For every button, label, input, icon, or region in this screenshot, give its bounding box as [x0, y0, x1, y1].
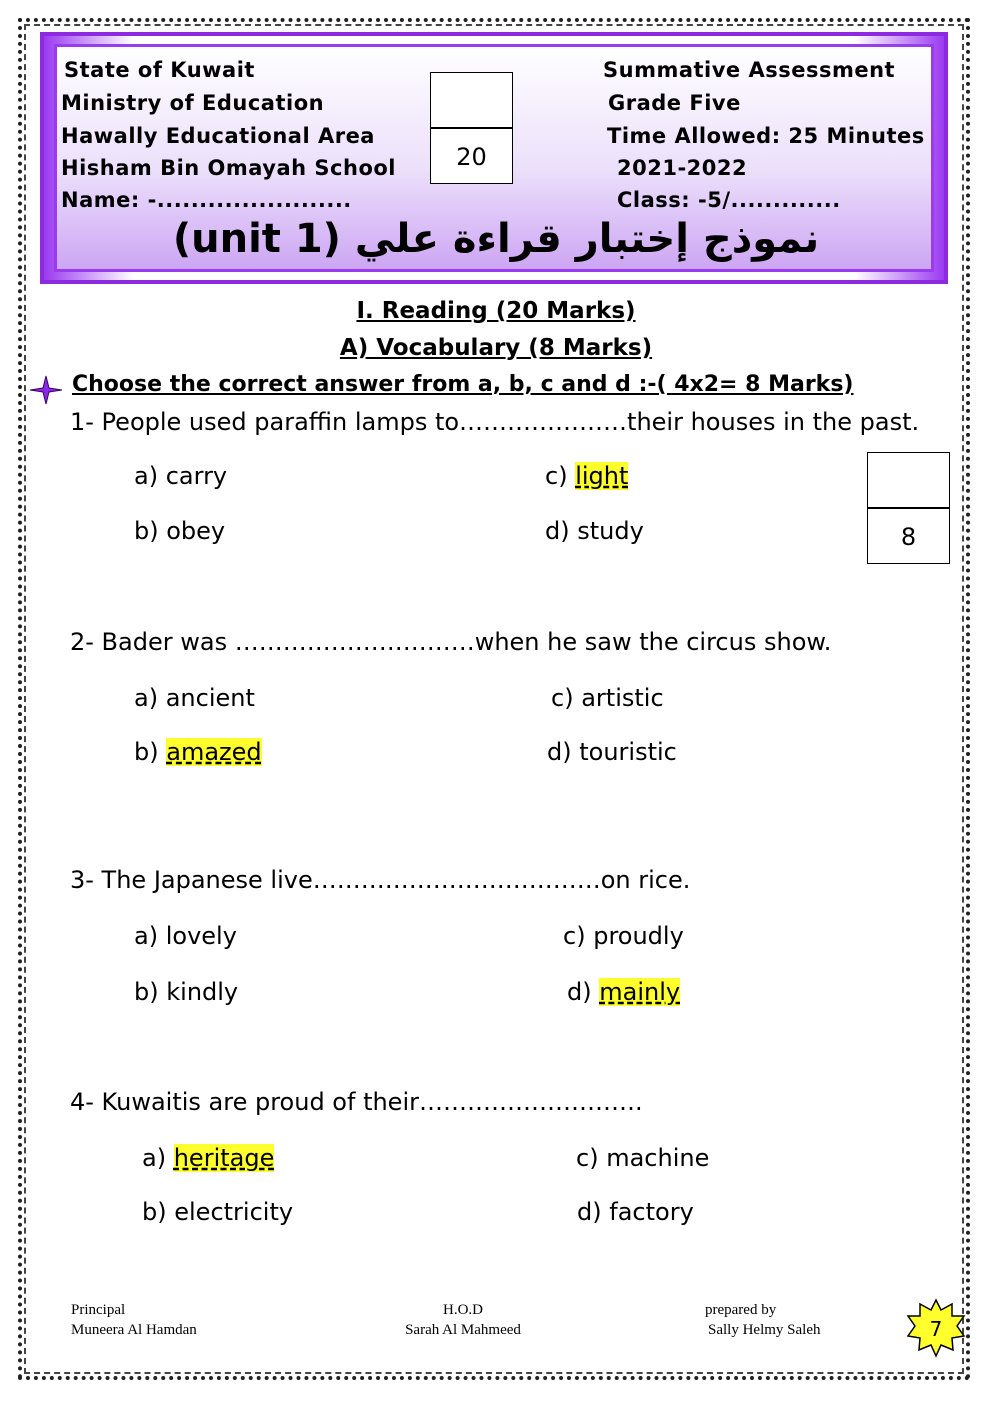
q3-option-a[interactable]: [134, 922, 237, 950]
option-label: a): [134, 684, 159, 712]
footer-hod: [398, 1300, 528, 1340]
option-label: c): [545, 462, 568, 490]
option-text: carry: [165, 462, 228, 490]
sparkle-icon: [28, 374, 64, 406]
option-text-highlighted: light: [575, 462, 629, 490]
q4-option-c[interactable]: [576, 1144, 709, 1172]
total-score: 20: [456, 143, 487, 171]
page-number-badge: [906, 1298, 966, 1358]
option-text: electricity: [174, 1198, 294, 1226]
section-heading: I. Reading (20 Marks): [356, 298, 636, 324]
header-year: 2021-2022: [617, 156, 748, 180]
total-score-box[interactable]: [430, 72, 513, 184]
option-label: a): [134, 462, 159, 490]
option-text-highlighted: mainly: [599, 978, 681, 1006]
header-grade: Grade Five: [608, 91, 741, 115]
option-text: lovely: [165, 922, 237, 950]
q1-option-c[interactable]: [545, 462, 628, 490]
option-text: factory: [609, 1198, 694, 1226]
q2-option-d[interactable]: [547, 738, 677, 766]
prepared-title: prepared by: [705, 1302, 777, 1318]
q3-option-c[interactable]: [563, 922, 684, 950]
option-label: b): [134, 517, 159, 545]
option-text: ancient: [165, 684, 255, 712]
option-text: proudly: [593, 922, 684, 950]
q4-option-b[interactable]: [142, 1198, 293, 1226]
question-3: 3- The Japanese live………………………………on rice.: [70, 866, 691, 894]
option-label: d): [577, 1198, 602, 1226]
q3-option-b[interactable]: [134, 978, 238, 1006]
option-label: b): [134, 978, 159, 1006]
q1-option-b[interactable]: [134, 517, 225, 545]
option-label: d): [547, 738, 572, 766]
option-label: c): [576, 1144, 599, 1172]
option-label: b): [134, 738, 159, 766]
vocab-score: 8: [900, 523, 917, 551]
option-text-highlighted: amazed: [166, 738, 262, 766]
section-subheading: A) Vocabulary (8 Marks): [339, 335, 653, 361]
option-label: c): [551, 684, 574, 712]
q1-option-d[interactable]: [545, 517, 644, 545]
q4-option-a[interactable]: [142, 1144, 274, 1172]
option-label: d): [545, 517, 570, 545]
header-area: Hawally Educational Area: [61, 124, 375, 148]
footer-principal: [71, 1300, 197, 1340]
q2-option-a[interactable]: [134, 684, 255, 712]
option-text: artistic: [581, 684, 664, 712]
score-divider: [431, 127, 512, 129]
option-label: c): [563, 922, 586, 950]
prepared-name: Sally Helmy Saleh: [708, 1322, 821, 1338]
q2-option-b[interactable]: [134, 738, 262, 766]
hod-name: Sarah Al Mahmeed: [405, 1322, 521, 1338]
q4-option-d[interactable]: [577, 1198, 694, 1226]
header-state: State of Kuwait: [64, 58, 255, 82]
option-label: a): [142, 1144, 167, 1172]
vocab-score-box[interactable]: [867, 452, 950, 564]
hod-title: H.O.D: [443, 1302, 483, 1318]
header-time: Time Allowed: 25 Minutes: [607, 124, 925, 148]
question-1: 1- People used paraffin lamps to…………………their houses in the past.: [70, 408, 920, 436]
question-4: 4- Kuwaitis are proud of their……………………….: [70, 1088, 643, 1116]
option-text: obey: [166, 517, 226, 545]
score-divider: [868, 507, 949, 509]
question-2: 2- Bader was …………………………when he saw the circus show.: [70, 628, 832, 656]
header-name-field[interactable]: Name: -.......................: [61, 188, 352, 212]
header-ministry: Ministry of Education: [61, 91, 325, 115]
header-school: Hisham Bin Omayah School: [61, 156, 397, 180]
principal-title: Principal: [71, 1302, 126, 1318]
option-text: study: [577, 517, 644, 545]
q2-option-c[interactable]: [551, 684, 664, 712]
q3-option-d[interactable]: [567, 978, 680, 1006]
exam-title: نموذج إختبار قراءة علي (unit 1): [172, 216, 820, 262]
header-class-field[interactable]: Class: -5/.............: [617, 188, 841, 212]
page-number: 7: [929, 1317, 943, 1341]
option-text: touristic: [579, 738, 677, 766]
option-label: b): [142, 1198, 167, 1226]
principal-name: Muneera Al Hamdan: [71, 1322, 197, 1338]
option-text-highlighted: heritage: [173, 1144, 275, 1172]
footer-prepared: [705, 1300, 821, 1340]
option-text: kindly: [166, 978, 239, 1006]
header-assessment: Summative Assessment: [603, 58, 896, 82]
option-label: a): [134, 922, 159, 950]
instruction: Choose the correct answer from a, b, c and d :-( 4x2= 8 Marks): [72, 372, 854, 397]
option-label: d): [567, 978, 592, 1006]
q1-option-a[interactable]: [134, 462, 227, 490]
option-text: machine: [606, 1144, 710, 1172]
